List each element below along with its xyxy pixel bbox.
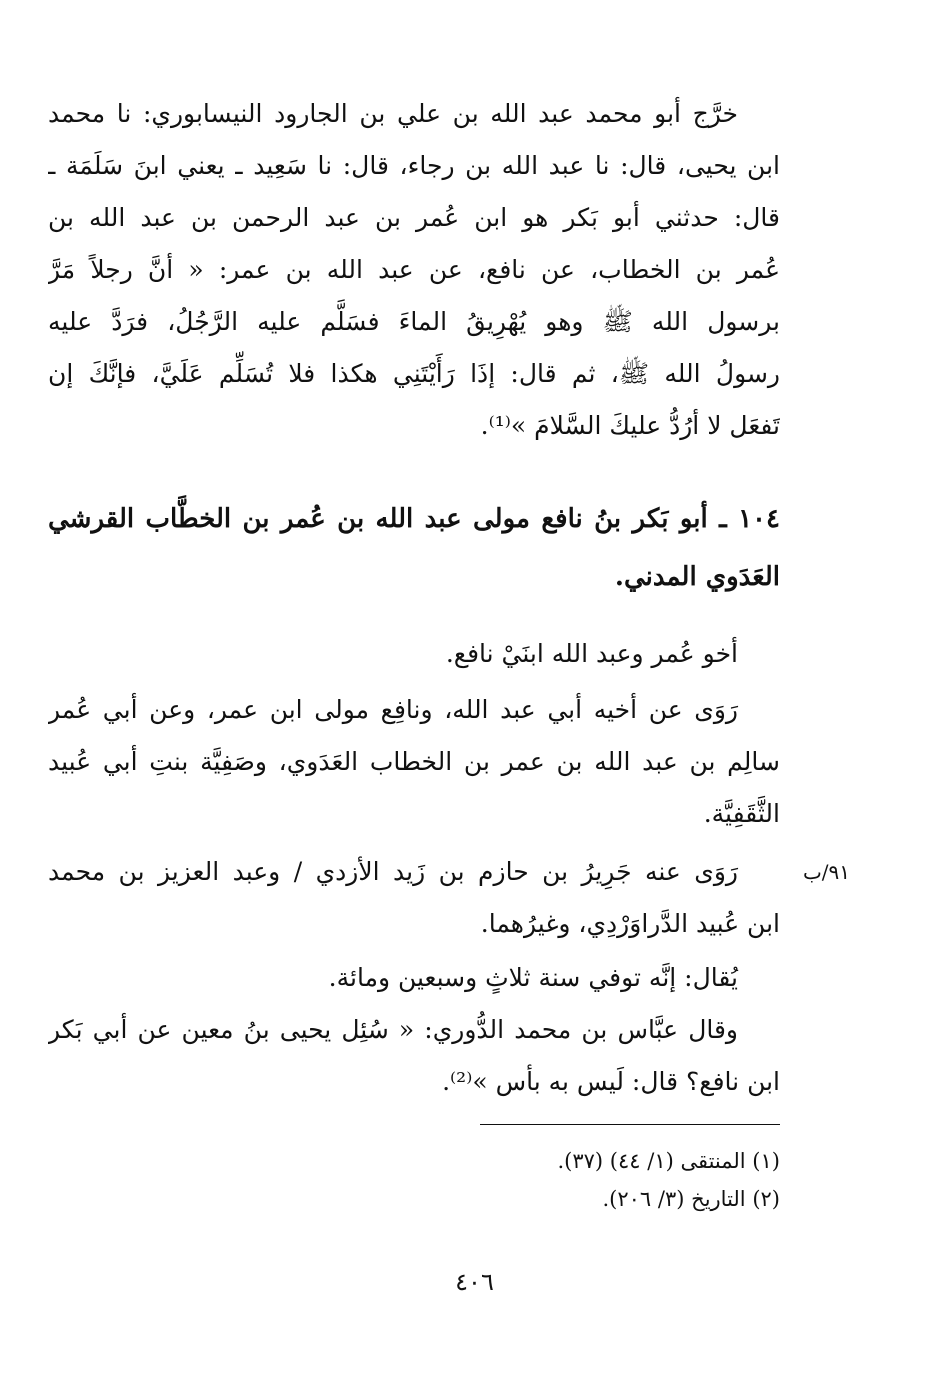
footnotes bbox=[48, 1142, 780, 1218]
paragraph-2 bbox=[48, 628, 780, 680]
text-line: ابن نافع؟ قال: لَيس به بأس »⁽²⁾. bbox=[442, 1067, 780, 1096]
text-line: رَوَى عن أخيه أبي عبد الله، ونافِع مولى ابن عمر، وعن أبي عُمر bbox=[48, 695, 738, 724]
text-line: برسول الله ﷺ وهو يُهْرِيقُ الماءَ فسَلَّم عليه الرَّجُلُ، فرَدَّ عليه bbox=[48, 307, 780, 336]
text-line: يُقال: إنَّه توفي سنة ثلاثٍ وسبعين ومائة. bbox=[328, 963, 738, 992]
manuscript-folio-note: ٩١/ب bbox=[802, 860, 850, 884]
text-line: ابن يحيى، قال: نا عبد الله بن رجاء، قال: نا سَعِيد ـ يعني ابنَ سَلَمَة ـ bbox=[48, 151, 780, 180]
paragraph-6 bbox=[48, 1004, 780, 1108]
text-line: سالِم بن عبد الله بن عمر بن الخطاب العَدَوي، وصَفِيَّة بنتِ أبي عُبيد bbox=[48, 747, 780, 776]
footnote-2: (٢) التاريخ (٣/ ٢٠٦). bbox=[602, 1187, 780, 1211]
footnote-separator bbox=[480, 1124, 780, 1125]
paragraph-4 bbox=[48, 846, 780, 950]
heading-line: العَدَوي المدني. bbox=[614, 562, 780, 592]
paragraph-5 bbox=[48, 952, 780, 1004]
text-line: تَفعَل لا أرُدُّ عليكَ السَّلامَ »⁽¹⁾. bbox=[480, 411, 780, 440]
page-number: ٤٠٦ bbox=[455, 1268, 494, 1296]
text-line: رسولُ الله ﷺ، ثم قال: إذَا رَأَيْتَنِي هكذا فلا تُسَلِّم عَلَيَّ، فإنَّكَ إن bbox=[48, 359, 780, 388]
text-line: وقال عبَّاس بن محمد الدُّوري: « سُئِل يحيى بنُ معين عن أبي بَكر bbox=[48, 1015, 738, 1044]
text-line: ابن عُبيد الدَّراوَرْدِي، وغيرُهما. bbox=[480, 909, 780, 938]
text-line: الثَّقَفِيَّة. bbox=[703, 799, 780, 828]
heading-line: ١٠٤ ـ أبو بَكر بنُ نافع مولى عبد الله بن عُمر بن الخطَّاب القرشي bbox=[48, 504, 780, 534]
text-line: أخو عُمر وعبد الله ابنَيْ نافع. bbox=[445, 639, 738, 668]
paragraph-3 bbox=[48, 684, 780, 840]
text-line: عُمر بن الخطاب، عن نافع، عن عبد الله بن عمر: « أنَّ رجلاً مَرَّ bbox=[48, 255, 780, 284]
text-line: خرَّج أبو محمد عبد الله بن علي بن الجارود النيسابوري: نا محمد bbox=[48, 99, 738, 128]
text-line: قال: حدثني أبو بَكر هو ابن عُمر بن عبد الرحمن بن عبد الله بن bbox=[48, 203, 780, 232]
text-line: رَوَى عنه جَرِيرُ بن حازم بن زَيد الأزدي / وعبد العزيز بن محمد bbox=[48, 857, 738, 886]
entry-heading bbox=[48, 490, 780, 606]
paragraph-1 bbox=[48, 88, 780, 452]
footnote-1: (١) المنتقى (١/ ٤٤) (٣٧). bbox=[557, 1149, 780, 1173]
